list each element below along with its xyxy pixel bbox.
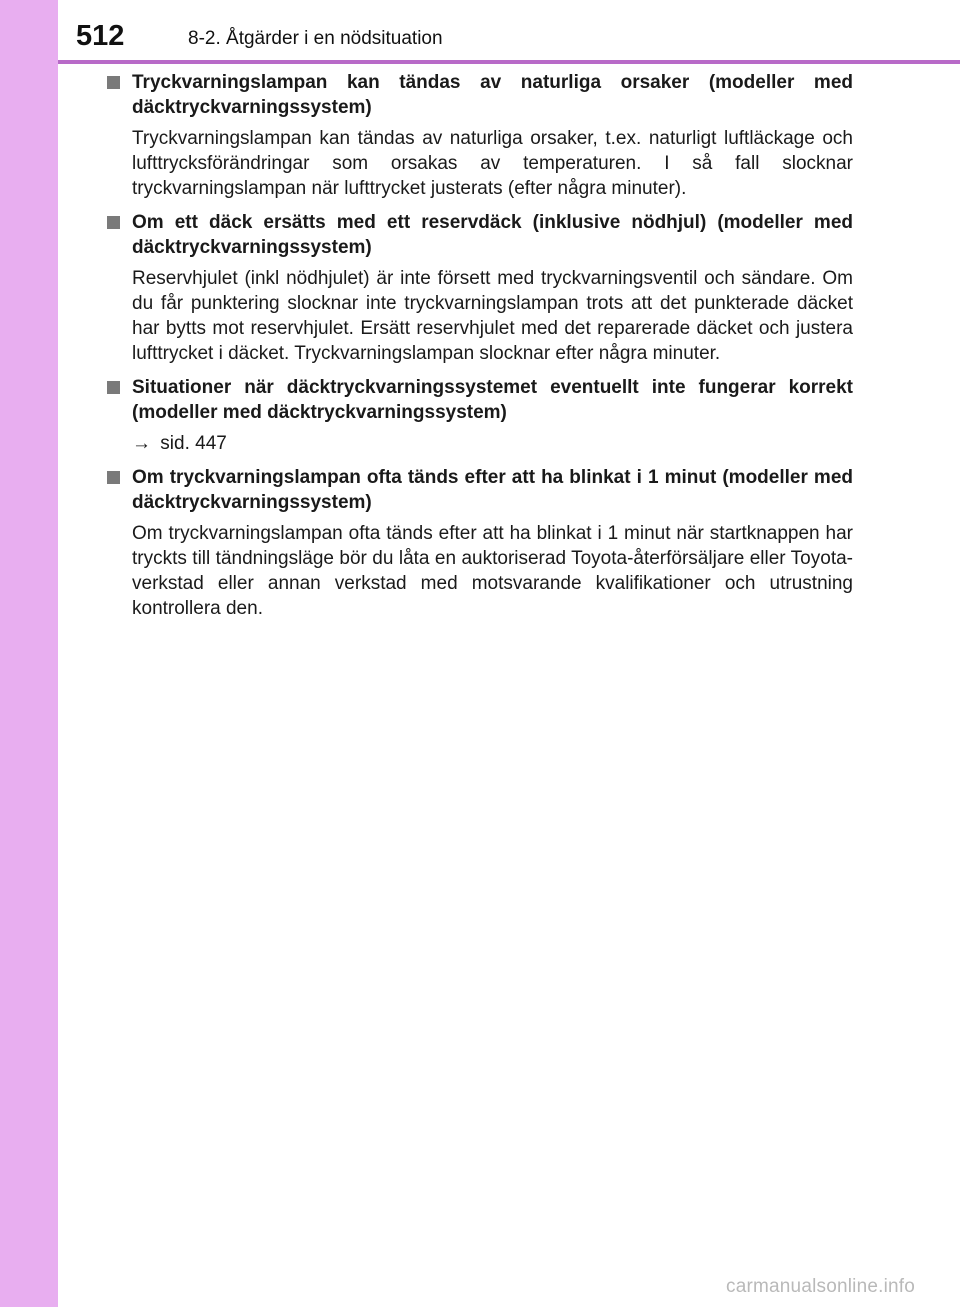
- square-bullet-icon: [107, 471, 120, 484]
- heading-text: Om ett däck ersätts med ett reservdäck (inklusive nödhjul) (modeller med däcktryckvarningssystem): [132, 212, 853, 258]
- item-heading: [105, 465, 853, 515]
- section-title: 8-2. Åtgärder i en nödsituation: [188, 28, 443, 49]
- site-watermark: carmanualsonline.info: [726, 1276, 916, 1297]
- item-body: Om tryckvarningslampan ofta tänds efter att ha blinkat i 1 minut när startknappen har tryckts till tändningsläge bör du låta en auktoriserad Toyota-återförsäljare eller Toyota-verkstad eller annan verkstad med motsvarande kvalifikationer och utrustning kontrollera den.: [132, 523, 853, 619]
- page-number: 512: [76, 20, 125, 52]
- item-heading: [105, 70, 853, 120]
- item-heading: [105, 375, 853, 425]
- section-item: [105, 70, 853, 201]
- square-bullet-icon: [107, 381, 120, 394]
- section-item: [105, 210, 853, 366]
- heading-text: Om tryckvarningslampan ofta tänds efter att ha blinkat i 1 minut (modeller med däcktryckvarningssystem): [132, 467, 853, 513]
- heading-text: Tryckvarningslampan kan tändas av naturliga orsaker (modeller med däcktryckvarningssystem): [132, 72, 853, 118]
- section-item: [105, 375, 853, 456]
- page-reference: [132, 431, 853, 456]
- header-divider: [58, 60, 960, 64]
- header-sidebar-cap: [0, 0, 58, 60]
- page-reference-link[interactable]: sid. 447: [160, 433, 227, 454]
- square-bullet-icon: [107, 216, 120, 229]
- square-bullet-icon: [107, 76, 120, 89]
- item-body: Tryckvarningslampan kan tändas av naturliga orsaker, t.ex. naturligt luftläckage och lufttrycksförändringar som orsakas av temperaturen. I så fall slocknar tryckvarningslampan när lufttrycket justerats (efter några minuter).: [132, 128, 853, 199]
- item-heading: [105, 210, 853, 260]
- heading-text: Situationer när däcktryckvarningssystemet eventuellt inte fungerar korrekt (modeller med däcktryckvarningssystem): [132, 377, 853, 423]
- page-content: [105, 70, 853, 630]
- arrow-right-icon: →: [132, 433, 151, 454]
- chapter-sidebar: [0, 0, 58, 1307]
- item-body: Reservhjulet (inkl nödhjulet) är inte försett med tryckvarningsventil och sändare. Om du får punktering slocknar inte tryckvarningslampan trots att det punkterade däcket har bytts mot reservhjulet. Ersätt reservhjulet med det reparerade däcket och justera lufttrycket i däcket. Tryckvarningslampan slocknar efter några minuter.: [132, 268, 853, 364]
- section-item: [105, 465, 853, 621]
- page-header: [0, 0, 960, 60]
